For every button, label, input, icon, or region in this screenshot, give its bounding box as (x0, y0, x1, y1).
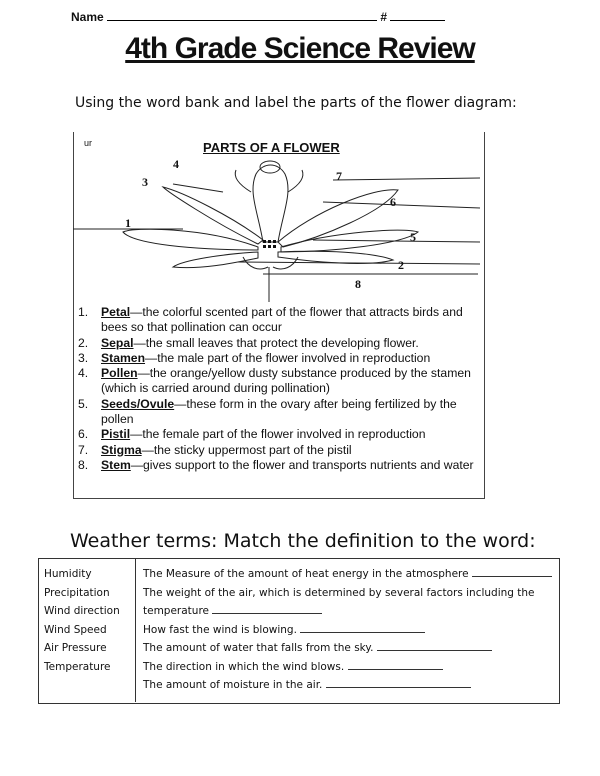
stamen-right (288, 170, 303, 192)
table-divider (135, 558, 136, 702)
flower-instruction: Using the word bank and label the parts of the flower diagram: (75, 95, 517, 111)
answer-blank[interactable] (326, 678, 471, 688)
stamen-left (235, 170, 251, 192)
name-field[interactable] (71, 10, 445, 24)
list-item: 5. Seeds/Ovule—these form in the ovary after being fertilized by the pollen (78, 396, 457, 427)
answer-blank[interactable] (300, 623, 425, 633)
label-number-2: 2 (398, 258, 404, 272)
answer-blank[interactable] (212, 604, 322, 614)
list-item: 4. Pollen—the orange/yellow dusty substance produced by the stamen (which is carried around during pollination) (78, 366, 471, 396)
weather-heading: Weather terms: Match the definition to the word: (70, 530, 536, 552)
label-number-4: 4 (173, 157, 179, 171)
answer-blank[interactable] (377, 641, 492, 651)
petal-upper-right (278, 190, 398, 247)
label-line-3 (173, 184, 223, 192)
flower-parts-list (78, 305, 478, 473)
list-item: 3. Stamen—the male part of the flower involved in reproduction (78, 350, 431, 365)
page-title: 4th Grade Science Review (125, 32, 475, 65)
definition-row: The direction in which the wind blows. (143, 658, 553, 677)
label-number-7: 7 (336, 169, 342, 183)
petal-left (123, 229, 258, 250)
label-line-7 (333, 178, 480, 180)
term-wind-direction: Wind direction (44, 605, 120, 617)
list-item: 8. Stem—gives support to the flower and transports nutrients and water (78, 457, 474, 472)
pistil (253, 165, 288, 242)
answer-blank[interactable] (348, 660, 443, 670)
label-number-5: 5 (410, 230, 416, 244)
definition-row: The weight of the air, which is determined by several factors including the (143, 586, 535, 599)
term-wind-speed: Wind Speed (44, 623, 107, 636)
term-precipitation: Precipitation (44, 586, 110, 599)
name-blank[interactable] (107, 10, 377, 21)
label-number-3: 3 (142, 175, 148, 189)
label-number-1: 1 (125, 216, 131, 230)
number-blank[interactable] (390, 10, 445, 21)
label-number-8: 8 (355, 277, 361, 291)
term-air-pressure: Air Pressure (44, 642, 107, 654)
definition-row: temperature (143, 602, 553, 621)
definition-row: How fast the wind is blowing. (143, 621, 553, 640)
answer-blank[interactable] (472, 567, 552, 577)
list-item: 6. Pistil—the female part of the flower involved in reproduction (78, 427, 426, 442)
list-item: 7. Stigma—the sticky uppermost part of the pistil (78, 442, 352, 457)
label-line-6 (323, 202, 480, 208)
weather-terms-column (44, 565, 120, 676)
definition-row: The amount of water that falls from the sky. (143, 639, 553, 658)
term-humidity: Humidity (44, 568, 92, 580)
flower-heading: PARTS OF A FLOWER (203, 140, 340, 155)
name-label: Name (71, 10, 104, 24)
handwritten-mark: ur (84, 138, 93, 148)
weather-definitions-column (143, 565, 553, 695)
definition-row: The amount of moisture in the air. (143, 676, 553, 695)
definition-row: The Measure of the amount of heat energy in the atmosphere (143, 565, 553, 584)
label-number-6: 6 (390, 195, 396, 209)
petal-lower-left (173, 252, 258, 268)
list-item: 2. Sepal—the small leaves that protect the developing flower. (78, 335, 419, 350)
list-item: 1. Petal—the colorful scented part of the flower that attracts birds and bees so that pollination can occur (78, 305, 463, 335)
number-label: # (380, 10, 388, 24)
flower-drawing (73, 132, 483, 302)
term-temperature: Temperature (44, 660, 111, 673)
